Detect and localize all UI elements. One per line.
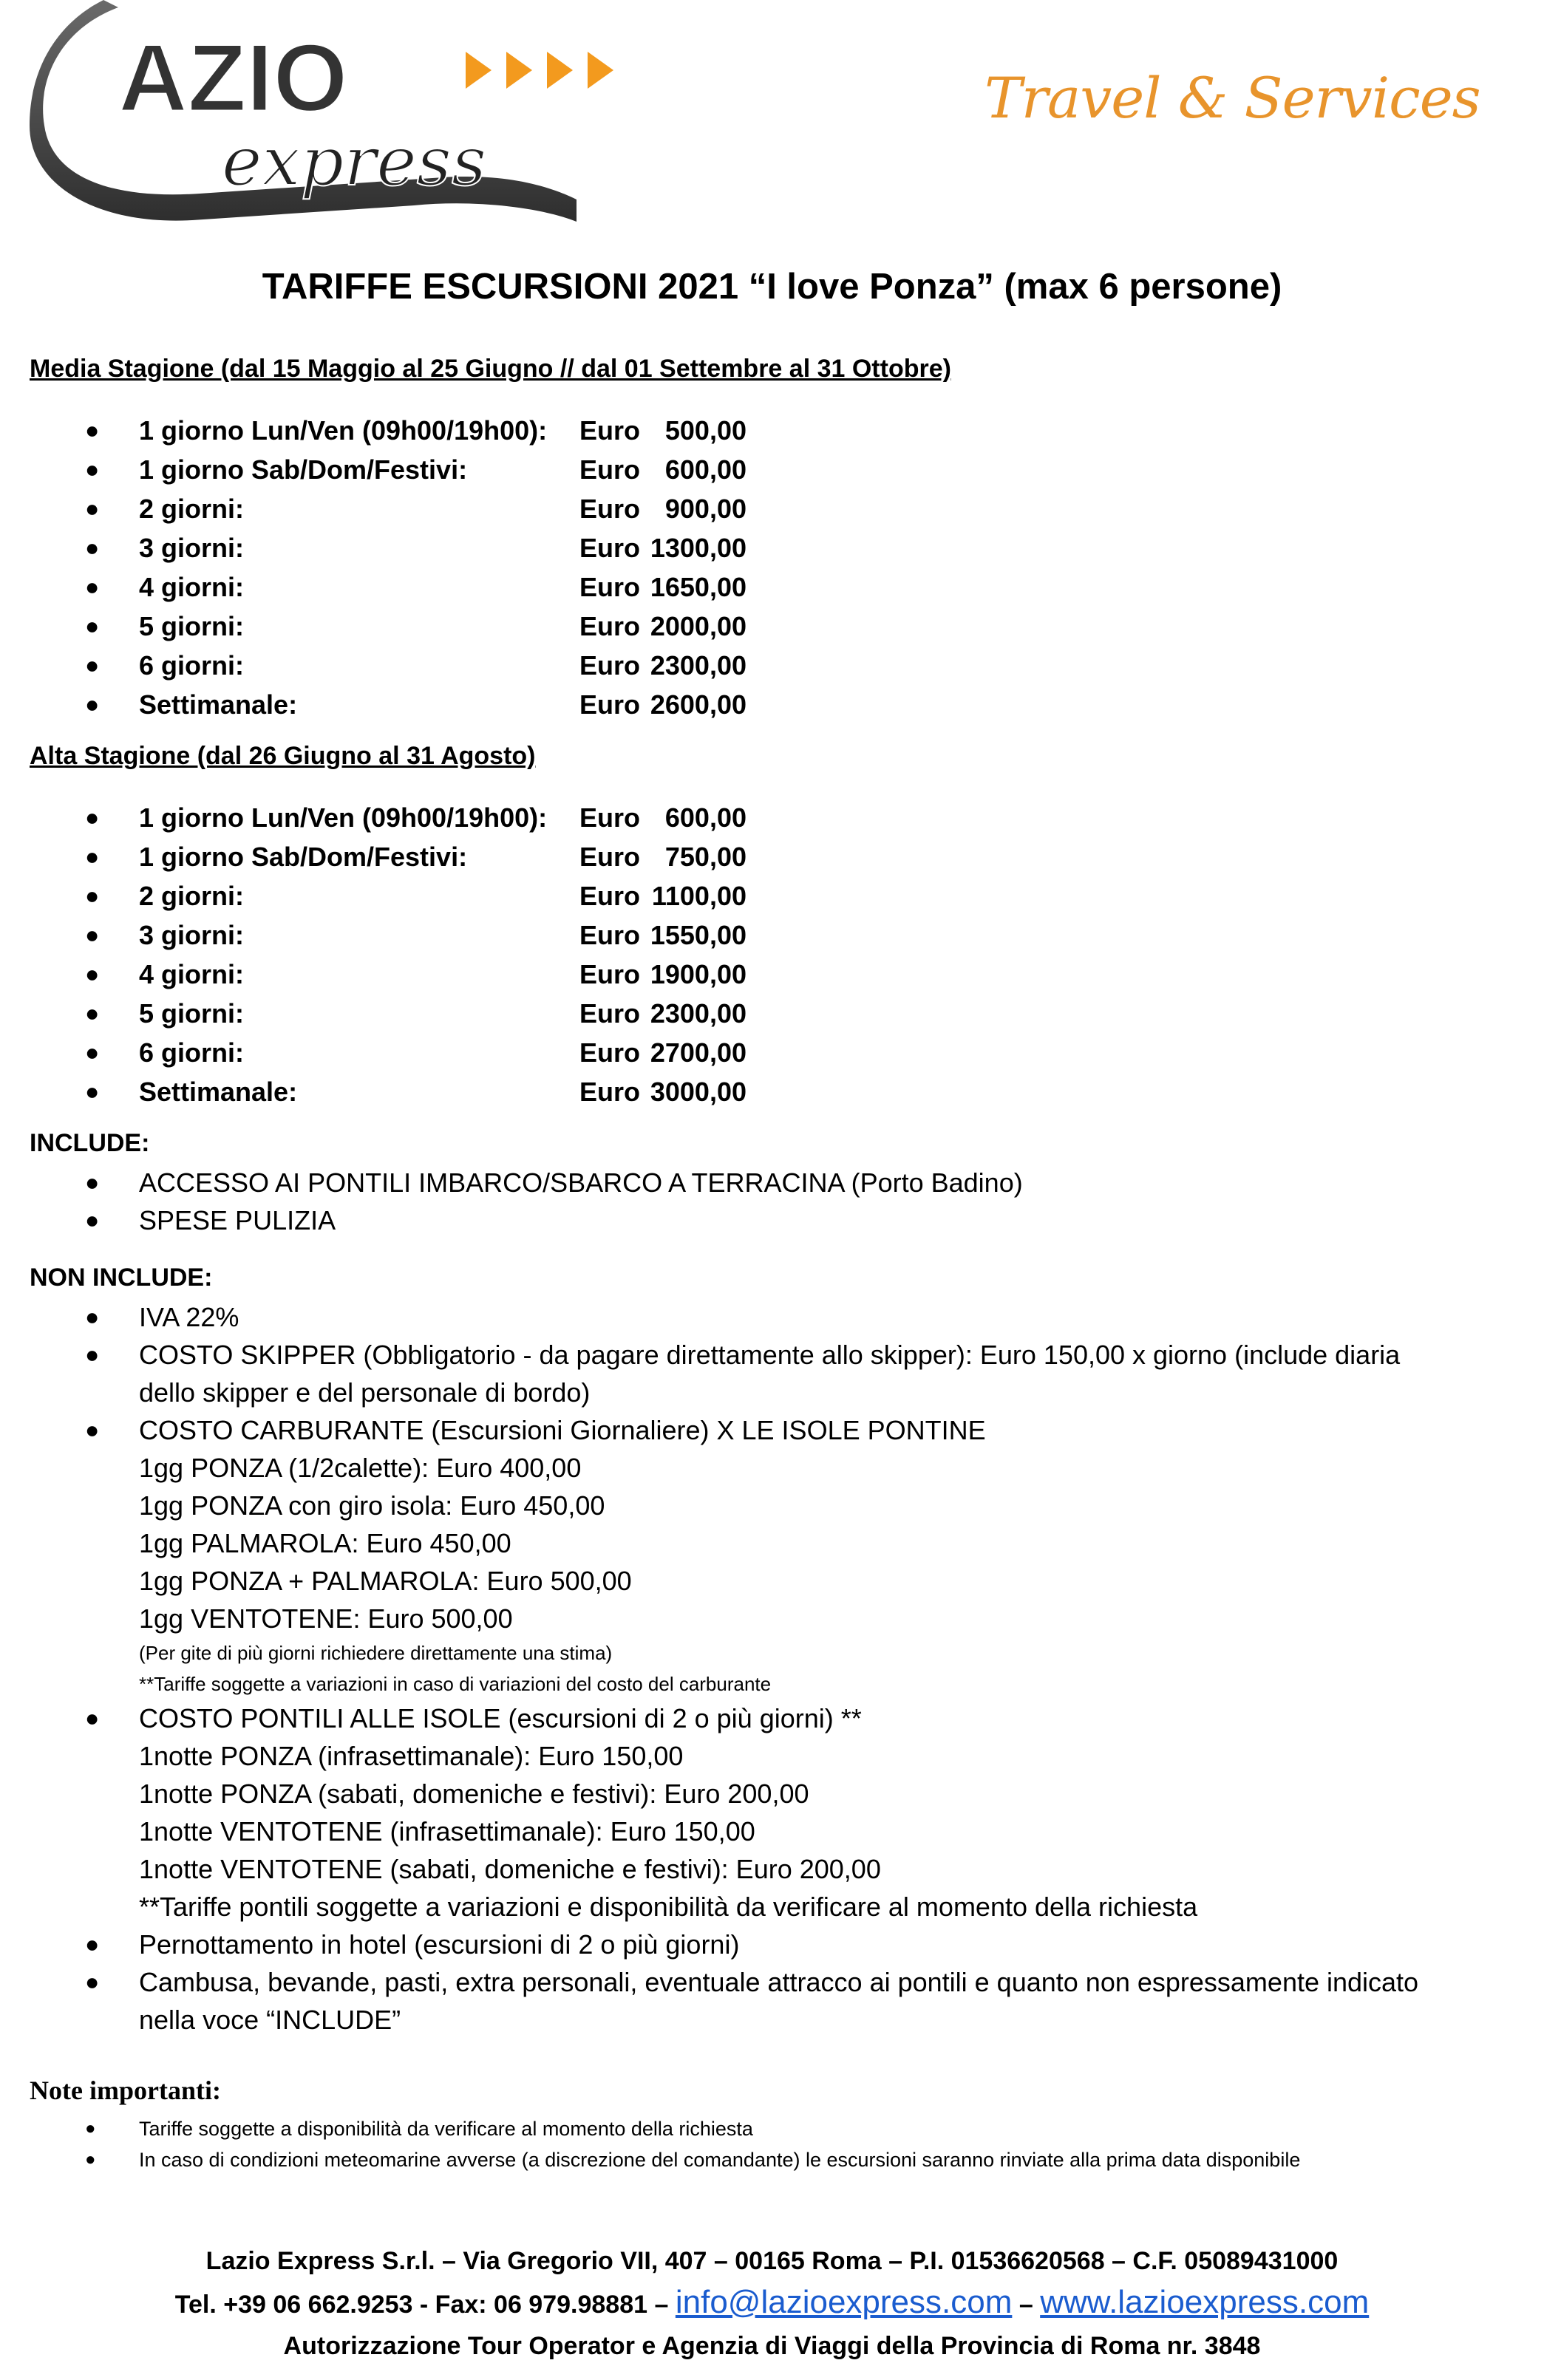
list-item: ● Cambusa, bevande, pasti, extra personali, eventuale attracco ai pontili e quanto non espressamente indicato nella voce “INCLUDE” bbox=[0, 1963, 1544, 2039]
logo-arrow-icon bbox=[547, 52, 573, 89]
bullet-icon: ● bbox=[85, 1968, 100, 1995]
bullet-icon: ● bbox=[85, 691, 100, 717]
bullet-icon: ● bbox=[85, 573, 100, 600]
bullet-icon: ● bbox=[85, 1169, 100, 1196]
include-heading: INCLUDE: bbox=[30, 1129, 150, 1157]
logo-arrow-icon bbox=[588, 52, 613, 89]
bullet-icon: ● bbox=[85, 1931, 100, 1957]
non-include-list bbox=[0, 1298, 1544, 2039]
list-item: ● Pernottamento in hotel (escursioni di 2 o più giorni) bbox=[0, 1926, 1544, 1963]
page-title: TARIFFE ESCURSIONI 2021 “I love Ponza” (max 6 persone) bbox=[262, 267, 1282, 307]
bullet-icon: ● bbox=[85, 921, 100, 948]
bullet-icon: ● bbox=[85, 417, 100, 443]
logo-arrow-icon bbox=[506, 52, 532, 89]
bullet-icon: ● bbox=[85, 882, 100, 909]
bullet-icon: ● bbox=[85, 495, 100, 522]
email-link[interactable]: info@lazioexpress.com bbox=[675, 2284, 1013, 2320]
bullet-icon: ● bbox=[85, 2149, 96, 2169]
bullet-icon: ● bbox=[85, 1078, 100, 1105]
include-list bbox=[0, 1164, 1544, 1239]
non-include-heading: NON INCLUDE: bbox=[30, 1264, 213, 1292]
bullet-icon: ● bbox=[85, 1303, 100, 1330]
list-item: ● COSTO PONTILI ALLE ISOLE (escursioni di 2 o più giorni) ** 1notte PONZA (infrasettimanale): Euro 150,00 1notte PONZA (sabati, domeniche e festivi): Euro 200,00 1notte VENTOTENE (infrasettimanale): Euro 150,00 1notte VENTOTENE (sabati, domeniche e festivi): Euro 200,00 **Tariffe pontili soggette a variazioni e disponibilità da verificare al momento della richiesta bbox=[0, 1699, 1544, 1926]
tagline: Travel & Services bbox=[984, 65, 1480, 131]
bullet-icon: ● bbox=[85, 1039, 100, 1065]
bullet-icon: ● bbox=[85, 843, 100, 870]
logo-wordmark: AZIO bbox=[118, 24, 348, 132]
logo-subtitle: express bbox=[222, 122, 487, 201]
company-logo bbox=[30, 0, 643, 229]
separator: – bbox=[1018, 2291, 1033, 2319]
authorization-line: Autorizzazione Tour Operator e Agenzia di Viaggi della Provincia di Roma nr. 3848 bbox=[283, 2332, 1261, 2360]
list-item: ● ACCESSO AI PONTILI IMBARCO/SBARCO A TERRACINA (Porto Badino) bbox=[0, 1164, 1544, 1201]
bullet-icon: ● bbox=[85, 804, 100, 831]
logo-arrow-icon bbox=[466, 52, 492, 89]
bullet-icon: ● bbox=[85, 961, 100, 987]
notes-heading: Note importanti: bbox=[30, 2076, 221, 2105]
bullet-icon: ● bbox=[85, 1000, 100, 1026]
media-season-heading: Media Stagione (dal 15 Maggio al 25 Giugno // dal 01 Settembre al 31 Ottobre) bbox=[30, 355, 951, 383]
bullet-icon: ● bbox=[85, 1207, 100, 1233]
website-link[interactable]: www.lazioexpress.com bbox=[1040, 2284, 1370, 2320]
footer bbox=[0, 2240, 1544, 2367]
list-item: ● SPESE PULIZIA bbox=[0, 1201, 1544, 1239]
bullet-icon: ● bbox=[85, 456, 100, 483]
list-item: ● IVA 22% bbox=[0, 1298, 1544, 1336]
company-address: Lazio Express S.r.l. – Via Gregorio VII, 407 – 00165 Roma – P.I. 01536620568 – C.F. 05089431000 bbox=[205, 2247, 1339, 2275]
bullet-icon: ● bbox=[85, 613, 100, 639]
bullet-icon: ● bbox=[85, 1705, 100, 1731]
bullet-icon: ● bbox=[85, 652, 100, 678]
list-item: ● COSTO CARBURANTE (Escursioni Giornaliere) X LE ISOLE PONTINE 1gg PONZA (1/2calette): Euro 400,00 1gg PONZA con giro isola: Euro 450,00 1gg PALMAROLA: Euro 450,00 1gg PONZA + PALMAROLA: Euro 500,00 1gg VENTOTENE: Euro 500,00 (Per gite di più giorni richiedere direttamente una stima) **Tariffe soggette a variazioni in caso di variazioni del costo del carburante bbox=[0, 1411, 1544, 1699]
bullet-icon: ● bbox=[85, 1341, 100, 1368]
bullet-icon: ● bbox=[85, 2118, 96, 2138]
contact-line bbox=[0, 2282, 1544, 2325]
list-item: ● COSTO SKIPPER (Obbligatorio - da pagare direttamente allo skipper): Euro 150,00 x giorno (include diaria dello skipper e del personale di bordo) bbox=[0, 1336, 1544, 1411]
alta-season-heading: Alta Stagione (dal 26 Giugno al 31 Agosto) bbox=[30, 742, 536, 770]
bullet-icon: ● bbox=[85, 534, 100, 561]
bullet-icon: ● bbox=[85, 1416, 100, 1443]
phone-fax: Tel. +39 06 662.9253 - Fax: 06 979.98881 – bbox=[174, 2291, 669, 2319]
